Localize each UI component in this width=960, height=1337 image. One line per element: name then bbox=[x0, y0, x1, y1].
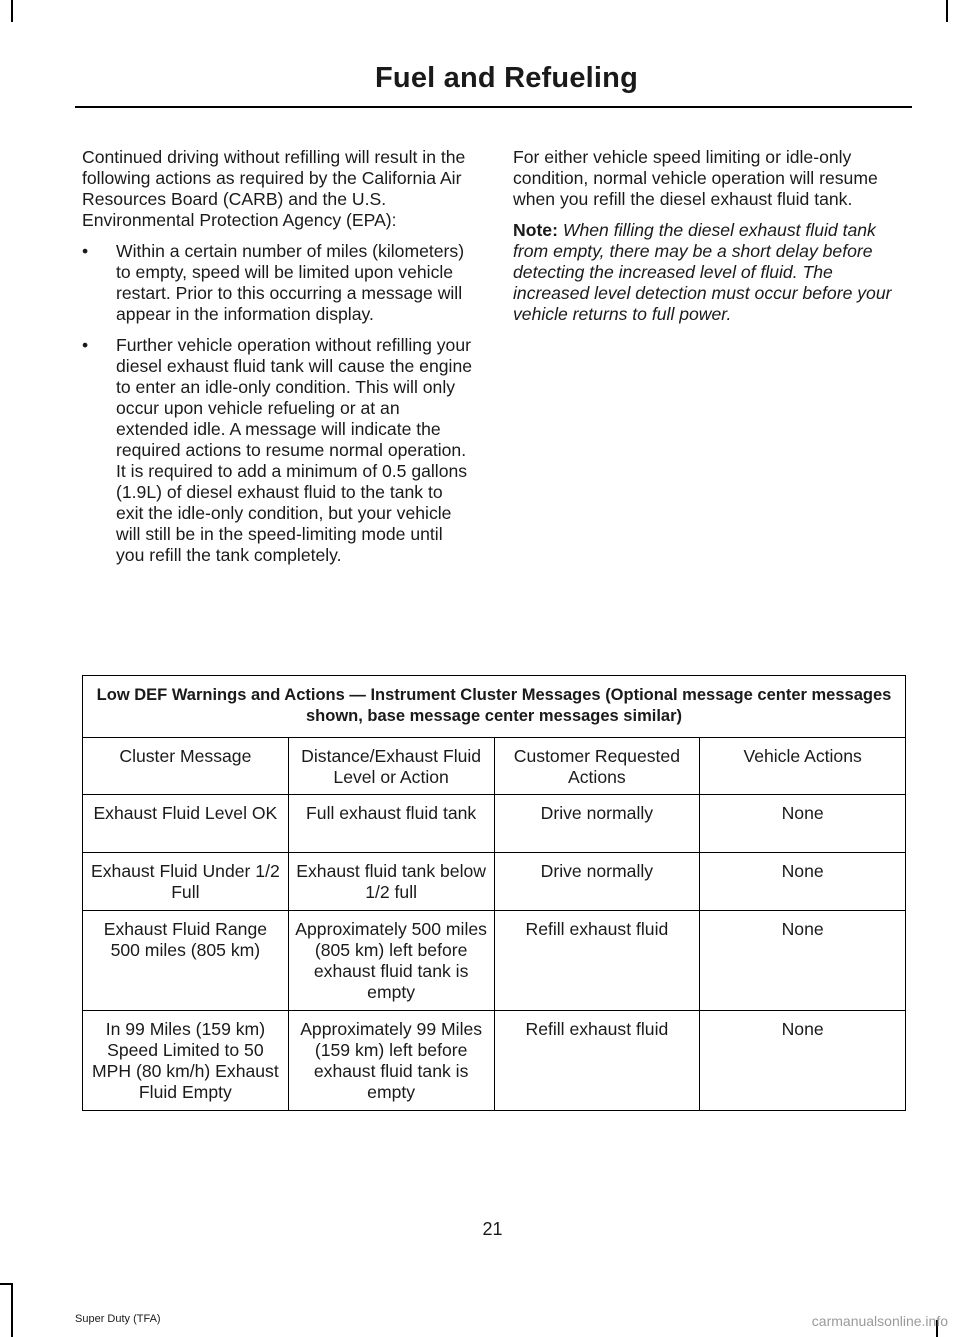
table-cell: None bbox=[700, 795, 906, 853]
table-cell: Exhaust Fluid Under 1/2 Full bbox=[83, 853, 289, 911]
table-cell: In 99 Miles (159 km) Speed Limited to 50 MPH (80 km/h) Exhaust Fluid Empty bbox=[83, 1011, 289, 1111]
list-item-text: Within a certain number of miles (kilometers) to empty, speed will be limited upon vehicle restart. Prior to this occurring a message will appear in the information display. bbox=[116, 241, 465, 324]
table-row bbox=[83, 1011, 906, 1111]
table-cell: Drive normally bbox=[494, 795, 700, 853]
note-paragraph bbox=[513, 220, 907, 325]
note-text: When filling the diesel exhaust fluid tank from empty, there may be a short delay before detecting the increased level of fluid. The increased level detection must occur before your vehicle returns to full power. bbox=[513, 220, 892, 324]
table-cell: Approximately 99 Miles (159 km) left before exhaust fluid tank is empty bbox=[288, 1011, 494, 1111]
table-cell: Exhaust Fluid Range 500 miles (805 km) bbox=[83, 911, 289, 1011]
resume-paragraph: For either vehicle speed limiting or idle-only condition, normal vehicle operation will resume when you refill the diesel exhaust fluid tank. bbox=[513, 147, 878, 209]
list-item bbox=[82, 241, 474, 325]
crop-mark-bottom-left-tick bbox=[0, 1283, 12, 1285]
watermark: carmanualsonline.info bbox=[811, 1313, 948, 1329]
table-cell: Approximately 500 miles (805 km) left before exhaust fluid tank is empty bbox=[288, 911, 494, 1011]
table-cell: Full exhaust fluid tank bbox=[288, 795, 494, 853]
section-title: Fuel and Refueling bbox=[375, 62, 638, 94]
bullet-icon: • bbox=[82, 241, 89, 261]
right-column bbox=[513, 147, 907, 335]
table-cell: Drive normally bbox=[494, 853, 700, 911]
column-header: Distance/Exhaust Fluid Level or Action bbox=[288, 738, 494, 795]
table-cell: Exhaust fluid tank below 1/2 full bbox=[288, 853, 494, 911]
table-row bbox=[83, 795, 906, 853]
table-row bbox=[83, 853, 906, 911]
table-cell: None bbox=[700, 853, 906, 911]
column-header: Vehicle Actions bbox=[700, 738, 906, 795]
crop-mark-bottom-left-bracket bbox=[11, 1283, 13, 1337]
crop-mark-top-right bbox=[946, 0, 948, 22]
left-column bbox=[82, 147, 474, 576]
column-header: Cluster Message bbox=[83, 738, 289, 795]
list-item-text: Further vehicle operation without refilling your diesel exhaust fluid tank will cause the engine to enter an idle-only condition. This will only occur upon vehicle refueling or at an extended idle. A message will indicate the required actions to resume normal operation. It is required to add a minimum of 0.5 gallons (1.9L) of diesel exhaust fluid to the tank to exit the idle-only condition, but your vehicle will still be in the speed-limiting mode until you refill the tank completely. bbox=[116, 335, 473, 565]
table-cell: Exhaust Fluid Level OK bbox=[83, 795, 289, 853]
header-divider bbox=[75, 106, 912, 108]
crop-mark-top-left bbox=[11, 0, 13, 22]
column-header: Customer Requested Actions bbox=[494, 738, 700, 795]
intro-paragraph: Continued driving without refilling will result in the following actions as required by the California Air Resources Board (CARB) and the U.S. Environmental Protection Agency (EPA): bbox=[82, 147, 466, 230]
page-number: 21 bbox=[482, 1219, 503, 1239]
action-list bbox=[82, 241, 474, 566]
table-cell: None bbox=[700, 1011, 906, 1111]
table-cell: None bbox=[700, 911, 906, 1011]
table-caption: Low DEF Warnings and Actions — Instrument Cluster Messages (Optional message center messages shown, base message center messages similar) bbox=[83, 676, 906, 738]
vehicle-label: Super Duty (TFA) bbox=[75, 1313, 161, 1325]
table-header-row bbox=[83, 738, 906, 795]
bullet-icon: • bbox=[82, 335, 89, 355]
table-row bbox=[83, 911, 906, 1011]
list-item bbox=[82, 335, 474, 566]
table-cell: Refill exhaust fluid bbox=[494, 911, 700, 1011]
note-label: Note: bbox=[513, 220, 558, 240]
table-cell: Refill exhaust fluid bbox=[494, 1011, 700, 1111]
def-warnings-table bbox=[82, 675, 906, 1111]
